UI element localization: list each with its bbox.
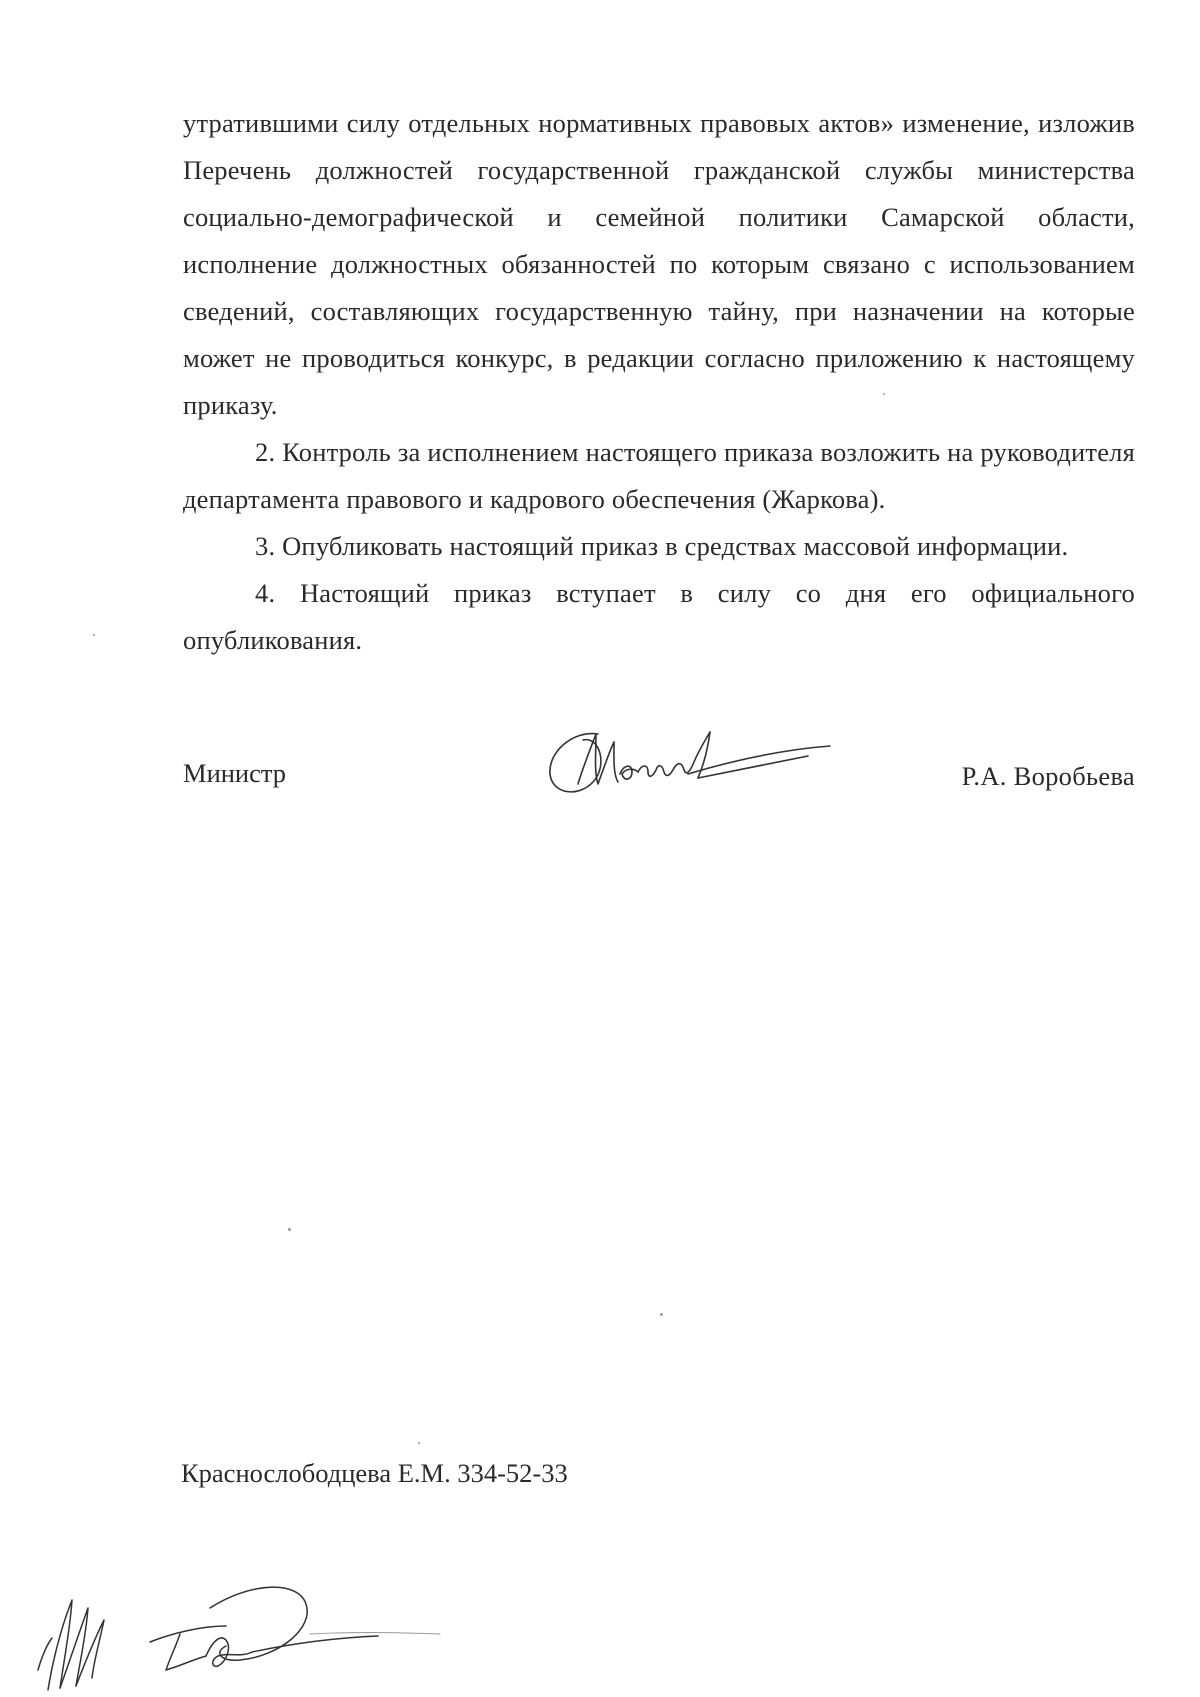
signatory-title: Министр [183,758,287,788]
paragraph-3: 3. Опубликовать настоящий приказ в средствах массовой информации. [255,531,1069,561]
paragraph-4: 4. Настоящий приказ вступает в силу со дня его официального опубликования. [183,578,1135,655]
scan-speck [660,1313,663,1316]
scan-speck [883,393,885,395]
paragraph-1: утратившими силу отдельных нормативных правовых актов» изменение, изложив Перечень должностей государственной гражданской службы министерства социально-демографической и семейной политики Самарской области, исполнение должностных обязанностей по которым связано с использованием сведений, составляющих государственную тайну, при назначении на которые может не проводиться конкурс, в редакции согласно приложению к настоящему приказу. [183,108,1135,420]
initials-mark [30,1560,460,1697]
signatory-name: Р.А. Воробьева [961,761,1135,791]
document-body [183,100,1135,664]
scan-speck [288,1228,291,1231]
contact-line: Краснослободцева Е.М. 334-52-33 [181,1458,568,1488]
scan-speck [418,1442,420,1444]
paragraph-2: 2. Контроль за исполнением настоящего приказа возложить на руководителя департамента правового и кадрового обеспечения (Жаркова). [183,437,1135,514]
handwritten-signature [538,712,838,812]
signature-block [183,730,1135,840]
scan-speck [93,634,95,636]
